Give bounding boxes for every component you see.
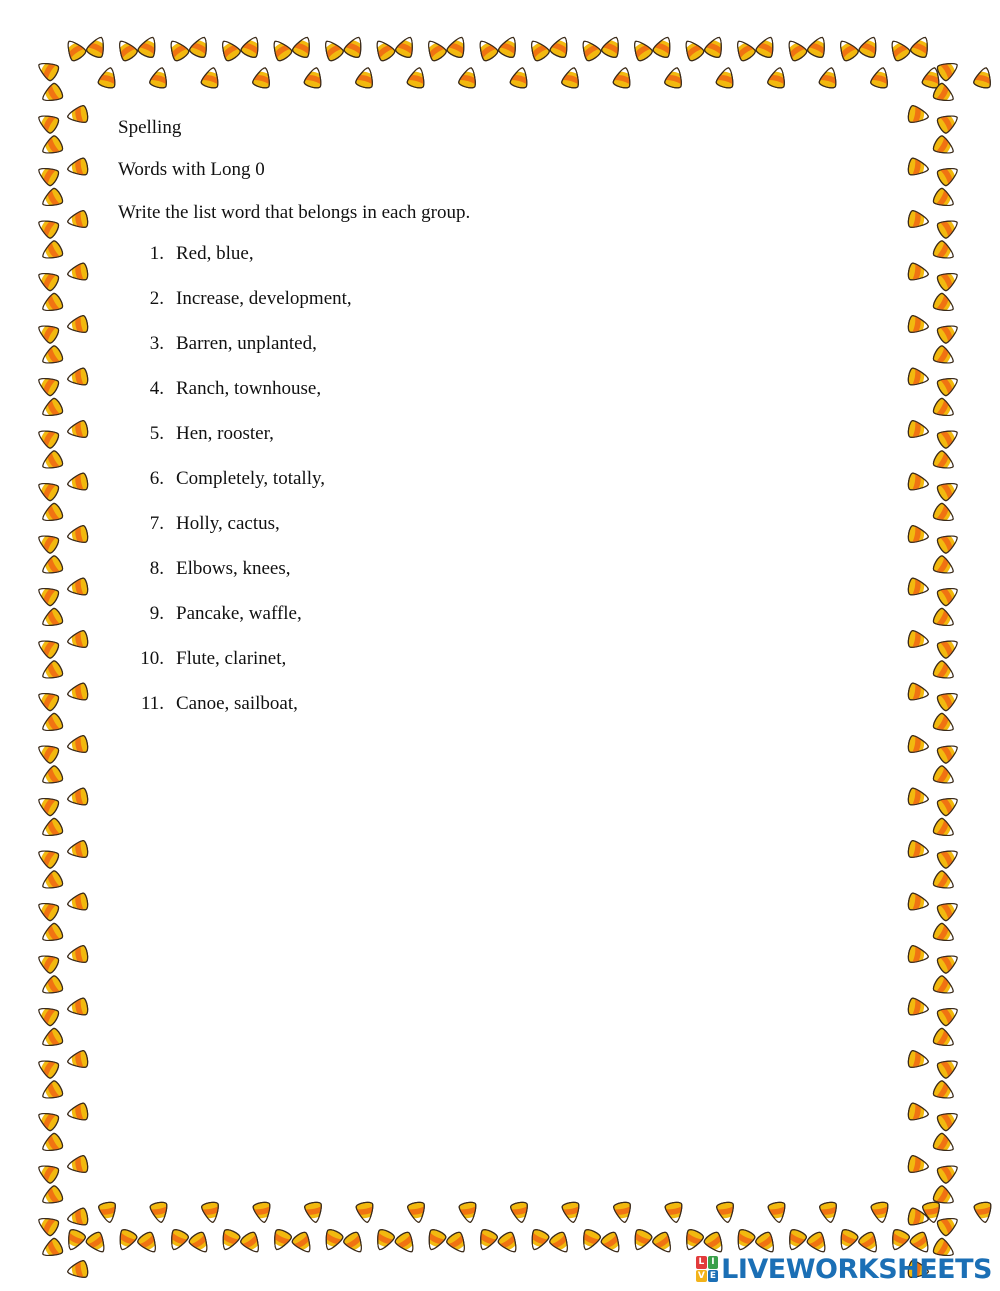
candy-corn-icon [406,66,427,90]
candy-corn-icon [907,315,930,335]
candy-corn-icon [39,922,65,947]
candy-corn-icon [114,1228,138,1253]
candy-corn-icon [907,998,930,1018]
candy-corn-icon [39,82,65,107]
candy-corn-icon [66,105,89,125]
worksheet-instructions: Write the list word that belongs in each group. [118,202,471,223]
candy-corn-icon [35,1055,61,1080]
candy-corn-icon [932,397,958,422]
candy-corn-icon [66,1208,89,1228]
candy-corn-icon [39,555,65,580]
worksheet-topic: Words with Long 0 [118,159,265,180]
logo-letter: E [708,1270,719,1283]
candy-corn-icon [936,740,962,765]
candy-corn-icon [907,210,930,230]
question-text: Hen, rooster, [176,423,274,444]
candy-corn-icon [66,578,89,598]
candy-corn-icon [35,162,61,187]
candy-corn-icon [356,1201,376,1224]
candy-corn-icon [35,582,61,607]
candy-corn-icon [66,945,89,965]
candy-corn-icon [66,1260,89,1280]
candy-corn-icon [35,215,61,240]
candy-corn-icon [39,135,65,160]
candy-corn-icon [932,1132,958,1157]
question-text: Canoe, sailboat, [176,693,298,714]
candy-corn-icon [150,1201,170,1224]
candy-corn-icon [870,66,891,90]
candy-corn-icon [932,607,958,632]
candy-corn-icon [66,1155,89,1175]
candy-corn-icon [907,578,930,598]
candy-corn-icon [548,1230,573,1256]
candy-corn-icon [343,34,367,59]
candy-corn-icon [819,1201,839,1224]
candy-corn-icon [66,735,89,755]
candy-corn-icon [715,66,736,90]
candy-corn-icon [394,1230,419,1256]
candy-corn-icon [936,425,962,450]
candy-corn-icon [372,1228,396,1253]
question-text: Completely, totally, [176,468,325,489]
question-text: Elbows, knees, [176,558,291,579]
candy-corn-icon [39,292,65,317]
candy-corn-icon [549,34,573,59]
logo-letter: L [696,1256,707,1269]
candy-corn-icon [423,1228,447,1253]
candy-corn-icon [907,1050,930,1070]
candy-corn-icon [932,660,958,685]
candy-corn-icon [907,945,930,965]
candy-corn-icon [818,66,839,90]
candy-corn-icon [936,57,962,82]
candy-corn-icon [600,34,624,59]
candy-corn-icon [907,735,930,755]
question-number: 7. [149,513,164,534]
question-number: 9. [149,603,164,624]
candy-corn-icon [936,1107,962,1132]
candy-corn-icon [66,420,89,440]
candy-corn-icon [35,845,61,870]
candy-corn-icon [936,267,962,292]
candy-corn-icon [577,37,602,63]
candy-corn-icon [703,34,727,59]
candy-corn-icon [932,450,958,475]
candy-corn-icon [35,57,61,82]
candy-corn-icon [188,34,212,59]
candy-corn-icon [510,1201,530,1224]
candy-corn-icon [936,897,962,922]
question-text: Flute, clarinet, [176,648,287,669]
candy-corn-icon [66,263,89,283]
candy-corn-icon [681,1228,705,1253]
candy-corn-icon [446,34,470,59]
candy-corn-icon [932,817,958,842]
candy-corn-icon [62,37,87,63]
question-number: 8. [149,558,164,579]
candy-corn-icon [35,1212,61,1237]
candy-corn-icon [784,1228,808,1253]
candy-corn-icon [200,66,221,90]
candy-corn-icon [35,897,61,922]
candy-corn-icon [871,1201,891,1224]
candy-corn-icon [732,37,757,63]
question-text: Barren, unplanted, [176,333,317,354]
candy-corn-icon [907,630,930,650]
candy-corn-icon [66,788,89,808]
candy-corn-icon [66,1050,89,1070]
candy-corn-icon [497,1230,522,1256]
candy-corn-icon [149,66,170,90]
candy-corn-icon [936,320,962,345]
candy-corn-icon [907,1155,930,1175]
candy-corn-icon [907,263,930,283]
candy-corn-icon [932,135,958,160]
question-number: 3. [149,333,164,354]
candy-corn-icon [932,502,958,527]
candy-corn-icon [936,687,962,712]
candy-corn-icon [320,37,345,63]
candy-corn-icon [35,792,61,817]
question-number: 6. [149,468,164,489]
candy-corn-icon [35,425,61,450]
question-text: Holly, cactus, [176,513,280,534]
candy-corn-icon [858,34,882,59]
candy-corn-icon [932,870,958,895]
candy-corn-icon [974,1201,994,1224]
candy-corn-icon [137,34,161,59]
candy-corn-icon [66,840,89,860]
candy-corn-icon [936,845,962,870]
candy-corn-icon [239,1230,264,1256]
candy-corn-icon [932,765,958,790]
candy-corn-icon [66,210,89,230]
candy-corn-icon [217,1228,241,1253]
question-number: 4. [149,378,164,399]
candy-corn-icon [66,158,89,178]
candy-corn-icon [907,525,930,545]
brand-name: LIVEWORKSHEETS [721,1253,992,1285]
candy-corn-icon [936,950,962,975]
candy-corn-icon [664,66,685,90]
liveworksheets-logo-icon [696,1256,718,1282]
candy-corn-icon [201,1201,221,1224]
candy-corn-icon [936,792,962,817]
candy-corn-icon [35,1160,61,1185]
candy-corn-icon [217,37,242,63]
candy-corn-icon [932,345,958,370]
candy-corn-icon [35,477,61,502]
candy-corn-icon [907,893,930,913]
logo-letter: I [708,1256,719,1269]
candy-corn-icon [907,368,930,388]
candy-corn-icon [394,34,418,59]
candy-corn-icon [85,1230,110,1256]
candy-corn-icon [97,66,118,90]
candy-corn-icon [613,1201,633,1224]
candy-corn-icon [39,607,65,632]
candy-corn-icon [35,530,61,555]
candy-corn-icon [39,345,65,370]
candy-corn-icon [835,1228,859,1253]
candy-corn-icon [932,1080,958,1105]
candy-corn-icon [39,450,65,475]
candy-corn-icon [66,525,89,545]
candy-corn-icon [39,1185,65,1210]
logo-letter: V [697,1270,705,1281]
candy-corn-icon [475,1228,499,1253]
candy-corn-icon [98,1201,118,1224]
candy-corn-icon [932,240,958,265]
candy-corn-icon [66,683,89,703]
question-number: 10. [140,648,164,669]
question-text: Pancake, waffle, [176,603,302,624]
candy-corn-icon [35,740,61,765]
candy-corn-icon [932,922,958,947]
candy-corn-icon [887,1228,911,1253]
candy-corn-icon [755,34,779,59]
candy-corn-icon [629,1228,653,1253]
candy-corn-icon [932,712,958,737]
candy-corn-icon [768,1201,788,1224]
candy-corn-icon [936,1002,962,1027]
candy-corn-icon [66,893,89,913]
candy-corn-icon [907,840,930,860]
candy-corn-icon [907,420,930,440]
candy-corn-icon [355,66,376,90]
candy-corn-icon [291,1230,316,1256]
candy-corn-icon [188,1230,213,1256]
candy-corn-icon [63,1228,87,1253]
candy-corn-icon [39,765,65,790]
candy-corn-icon [39,1132,65,1157]
candy-corn-icon [936,1055,962,1080]
candy-corn-icon [936,530,962,555]
candy-corn-icon [936,110,962,135]
candy-corn-icon [304,1201,324,1224]
candy-corn-icon [509,66,530,90]
candy-corn-icon [66,998,89,1018]
candy-corn-icon [39,1027,65,1052]
candy-corn-icon [767,66,788,90]
candy-corn-icon [907,105,930,125]
candy-corn-icon [66,315,89,335]
candy-corn-icon [35,320,61,345]
candy-corn-icon [907,158,930,178]
candy-corn-icon [561,66,582,90]
candy-corn-icon [526,1228,550,1253]
candy-corn-icon [35,372,61,397]
candy-corn-icon [562,1201,582,1224]
candy-corn-icon [497,34,521,59]
candy-corn-icon [526,37,551,63]
candy-corn-icon [835,37,860,63]
candy-corn-icon [936,1212,962,1237]
question-number: 1. [149,243,164,264]
candy-corn-icon [459,1201,479,1224]
candy-corn-icon [35,110,61,135]
question-text: Increase, development, [176,288,352,309]
candy-corn-icon [66,1103,89,1123]
candy-corn-icon [932,187,958,212]
candy-corn-icon [66,630,89,650]
liveworksheets-brand [696,1253,992,1285]
candy-corn-icon [39,660,65,685]
candy-corn-icon [35,635,61,660]
candy-corn-icon [269,1228,293,1253]
candy-corn-icon [240,34,264,59]
candy-corn-icon [291,34,315,59]
candy-corn-icon [907,683,930,703]
candy-corn-icon [932,292,958,317]
question-text: Red, blue, [176,243,254,264]
question-number: 5. [149,423,164,444]
candy-corn-icon [783,37,808,63]
candy-corn-icon [320,1228,344,1253]
question-text: Ranch, townhouse, [176,378,322,399]
candy-corn-icon [973,66,994,90]
candy-corn-icon [907,1103,930,1123]
candy-corn-icon [936,162,962,187]
candy-corn-icon [680,37,705,63]
candy-corn-icon [85,34,109,59]
candy-corn-icon [39,817,65,842]
candy-corn-icon [35,267,61,292]
candy-corn-icon [39,870,65,895]
candy-corn-icon [732,1228,756,1253]
candy-corn-icon [665,1201,685,1224]
candy-corn-icon [423,37,448,63]
candy-corn-icon [932,1027,958,1052]
candy-corn-icon [268,37,293,63]
candy-corn-icon [39,187,65,212]
candy-corn-icon [39,502,65,527]
candy-corn-icon [936,582,962,607]
candy-corn-icon [35,1107,61,1132]
candy-corn-icon [35,1002,61,1027]
question-number: 2. [149,288,164,309]
candy-corn-icon [136,1230,161,1256]
candy-corn-icon [652,34,676,59]
candy-corn-icon [458,66,479,90]
candy-corn-icon [907,788,930,808]
candy-corn-icon [342,1230,367,1256]
candy-corn-icon [612,66,633,90]
candy-corn-icon [600,1230,625,1256]
candy-corn-icon [371,37,396,63]
candy-corn-icon [39,712,65,737]
candy-corn-icon [651,1230,676,1256]
candy-corn-icon [578,1228,602,1253]
candy-corn-icon [66,368,89,388]
candy-corn-icon [474,37,499,63]
candy-corn-icon [114,37,139,63]
candy-corn-icon [886,37,911,63]
candy-corn-icon [39,1080,65,1105]
candy-corn-icon [907,473,930,493]
candy-corn-icon [716,1201,736,1224]
question-number: 11. [140,693,164,714]
candy-corn-icon [936,1160,962,1185]
candy-corn-icon [35,687,61,712]
candy-corn-icon [39,1237,65,1262]
worksheet-subject: Spelling [118,117,182,138]
candy-corn-icon [629,37,654,63]
candy-corn-icon [35,950,61,975]
candy-corn-icon [39,240,65,265]
candy-corn-icon [303,66,324,90]
candy-corn-icon [39,975,65,1000]
candy-corn-icon [445,1230,470,1256]
candy-corn-icon [909,34,933,59]
candy-corn-icon [936,635,962,660]
candy-corn-icon [806,34,830,59]
candy-corn-icon [407,1201,427,1224]
candy-corn-icon [252,66,273,90]
candy-corn-icon [932,555,958,580]
candy-corn-icon [253,1201,273,1224]
candy-corn-icon [39,397,65,422]
candy-corn-icon [936,372,962,397]
candy-corn-icon [66,473,89,493]
candy-corn-icon [936,215,962,240]
candy-corn-icon [932,975,958,1000]
candy-corn-icon [936,477,962,502]
candy-corn-icon [165,37,190,63]
candy-corn-icon [166,1228,190,1253]
